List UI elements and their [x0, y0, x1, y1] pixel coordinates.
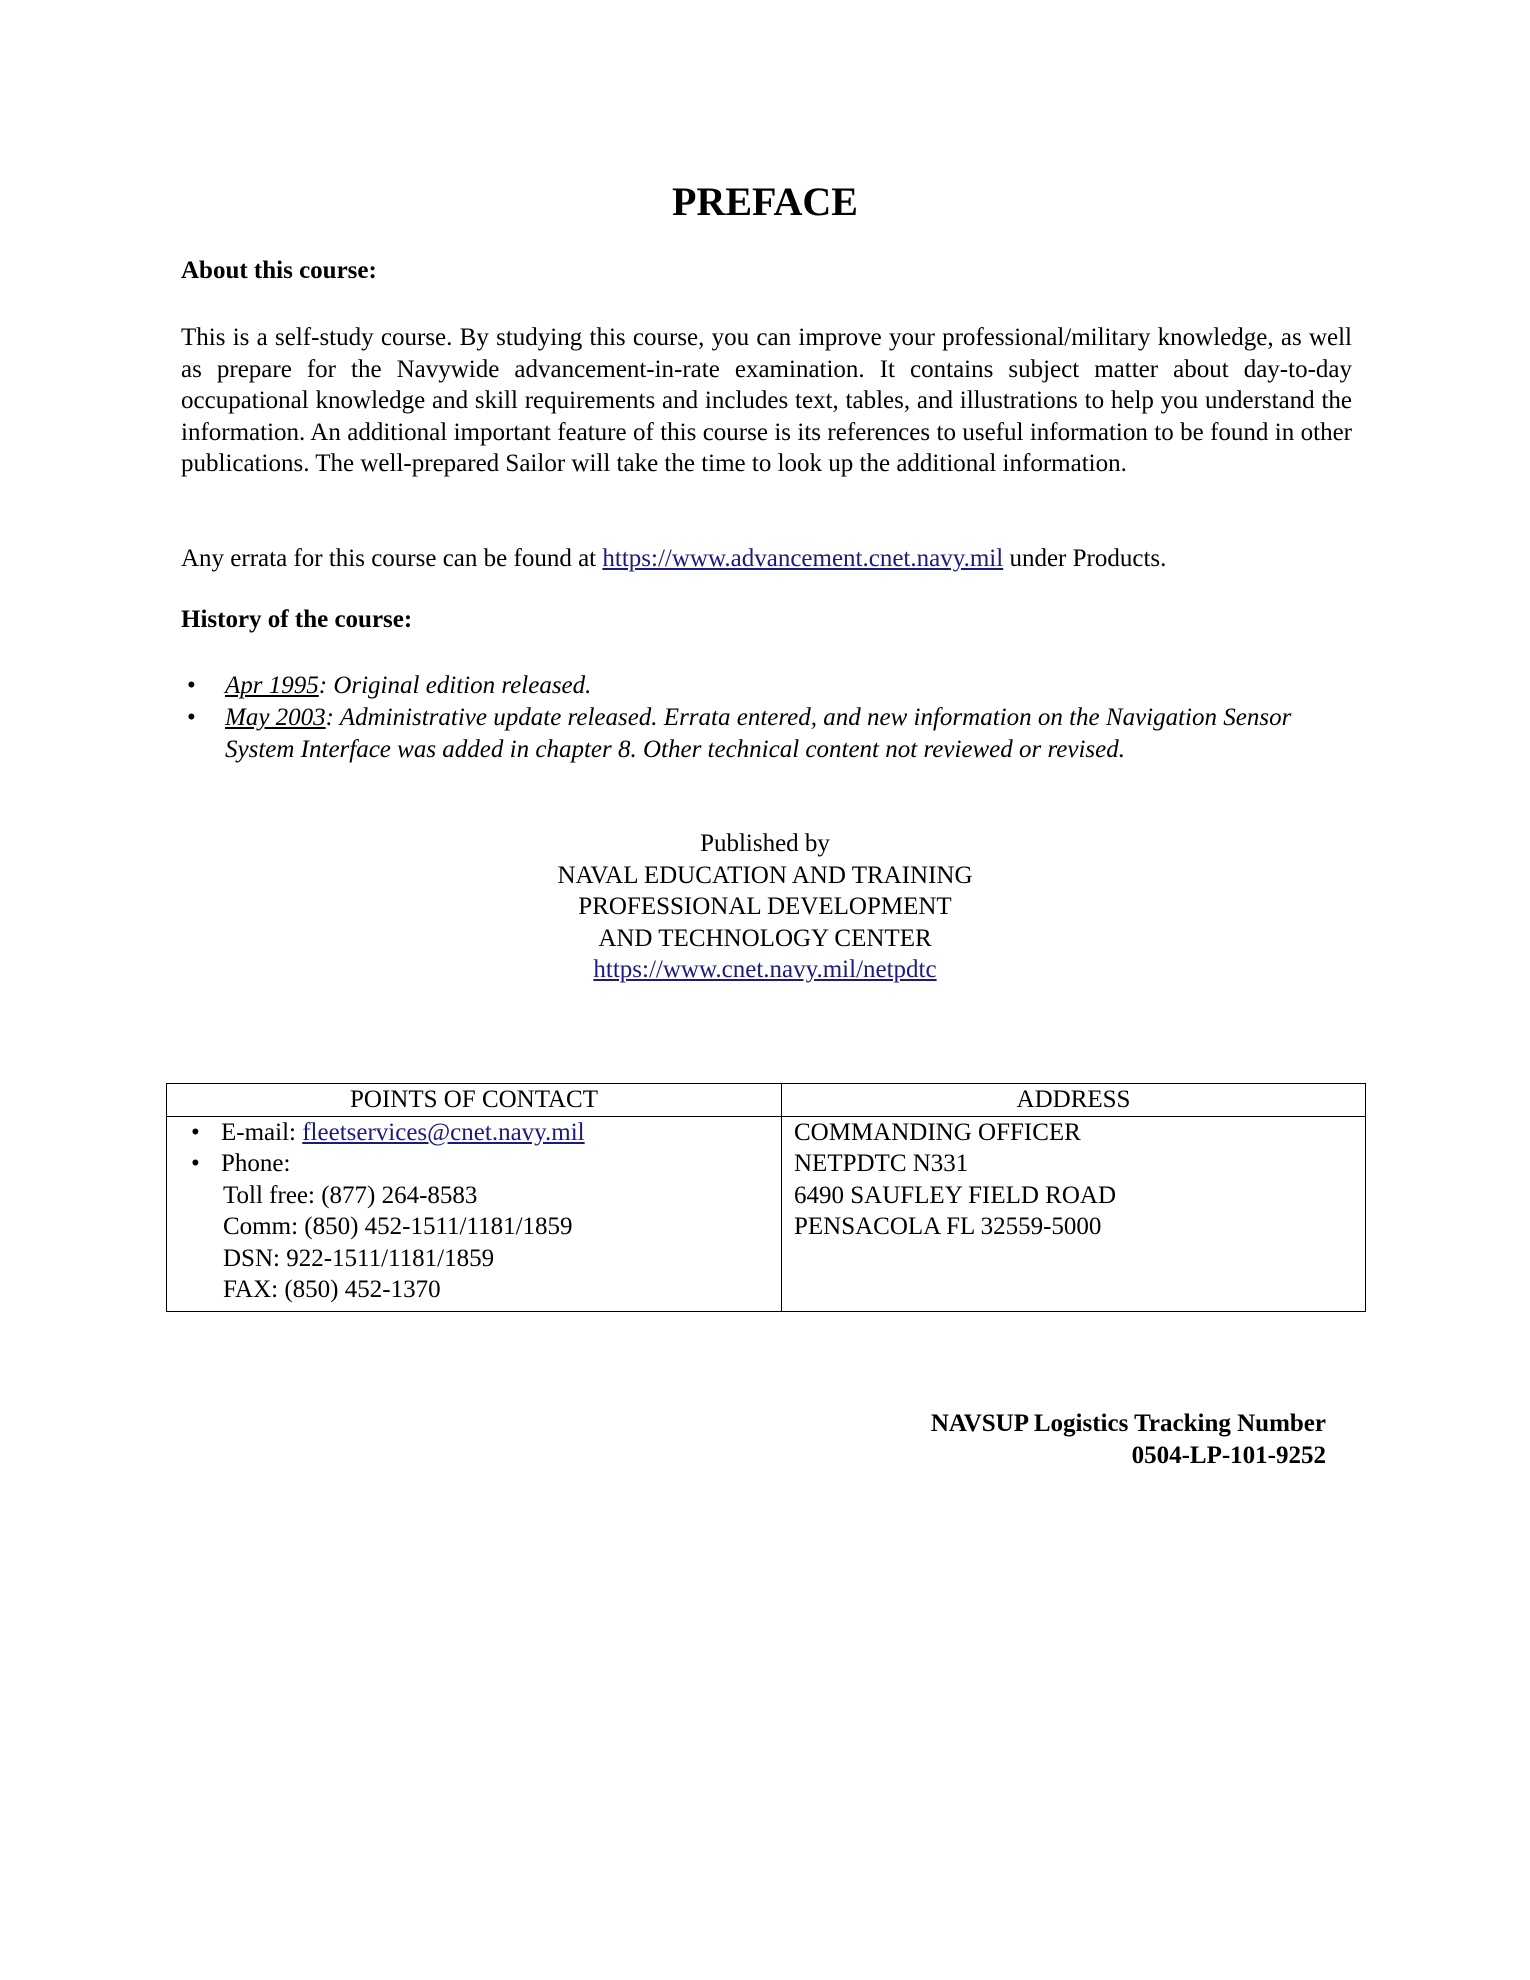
publisher-line: Published by — [700, 830, 830, 857]
bullet-icon: • — [191, 1150, 200, 1177]
table-header-row — [167, 1084, 1366, 1117]
about-heading: About this course: — [181, 257, 377, 284]
address-line: 6490 SAUFLEY FIELD ROAD — [794, 1181, 1116, 1209]
page-title: PREFACE — [672, 179, 858, 224]
history-text: : Original edition released. — [318, 672, 592, 699]
email-link[interactable]: fleetservices@cnet.navy.mil — [302, 1118, 585, 1146]
points-of-contact-header: POINTS OF CONTACT — [167, 1084, 782, 1117]
contact-cell — [167, 1116, 782, 1311]
dsn-phone: DSN: 922-1511/1181/1859 — [223, 1244, 495, 1272]
bullet-icon: • — [191, 1118, 200, 1146]
toll-free: Toll free: (877) 264-8583 — [223, 1181, 478, 1209]
history-item — [181, 670, 1352, 702]
history-item — [181, 702, 1352, 766]
history-text: : Administrative update released. Errata entered, and new information on the Navigation Sensor System Interface was added in chapter 8. Other technical content not reviewed or revised. — [225, 704, 1292, 763]
errata-line — [181, 543, 1352, 575]
history-date: May 2003 — [225, 704, 326, 731]
bullet-icon: • — [187, 704, 196, 731]
publisher-line: NAVAL EDUCATION AND TRAINING — [557, 861, 973, 889]
about-text: This is a self-study course. By studying this course, you can improve your professional/military knowledge, as well as prepare for the Navywide advancement-in-rate examination. It contains subject matter about day-to-day occupational knowledge and skill requirements and includes text, tables, and illustrations to help you understand the information. An additional important feature of this course is its references to useful information to be found in other publications. The well-prepared Sailor will take the time to look up the additional information. — [181, 324, 1352, 477]
tracking-label: NAVSUP Logistics Tracking Number — [930, 1410, 1326, 1437]
address-line: COMMANDING OFFICER — [794, 1118, 1081, 1146]
table-row — [167, 1116, 1366, 1311]
errata-link[interactable]: https://www.advancement.cnet.navy.mil — [602, 545, 1004, 572]
history-list — [181, 670, 1352, 766]
fax: FAX: (850) 452-1370 — [223, 1276, 441, 1303]
comm-phone: Comm: (850) 452-1511/1181/1859 — [223, 1213, 573, 1240]
about-paragraph — [181, 322, 1352, 480]
email-label: E-mail: — [221, 1118, 303, 1146]
address-header: ADDRESS — [782, 1084, 1366, 1117]
publisher-link[interactable]: https://www.cnet.navy.mil/netpdtc — [593, 956, 937, 983]
address-line: PENSACOLA FL 32559-5000 — [794, 1213, 1102, 1240]
history-heading: History of the course: — [181, 606, 413, 633]
publisher-line: AND TECHNOLOGY CENTER — [598, 924, 932, 952]
publisher-line: PROFESSIONAL DEVELOPMENT — [578, 893, 952, 920]
bullet-icon: • — [187, 672, 196, 699]
contact-table — [166, 1083, 1366, 1312]
address-cell — [782, 1116, 1366, 1311]
errata-suffix: under Products. — [1003, 545, 1167, 572]
phone-row — [183, 1148, 781, 1180]
history-date: Apr 1995 — [225, 672, 319, 699]
errata-prefix: Any errata for this course can be found at — [181, 545, 603, 572]
tracking-number: 0504-LP-101-9252 — [1131, 1441, 1326, 1469]
tracking-block — [931, 1408, 1326, 1471]
phone-label: Phone: — [221, 1150, 291, 1177]
address-line: NETPDTC N331 — [794, 1150, 969, 1177]
publisher-block — [0, 828, 1530, 986]
email-row — [183, 1117, 781, 1149]
